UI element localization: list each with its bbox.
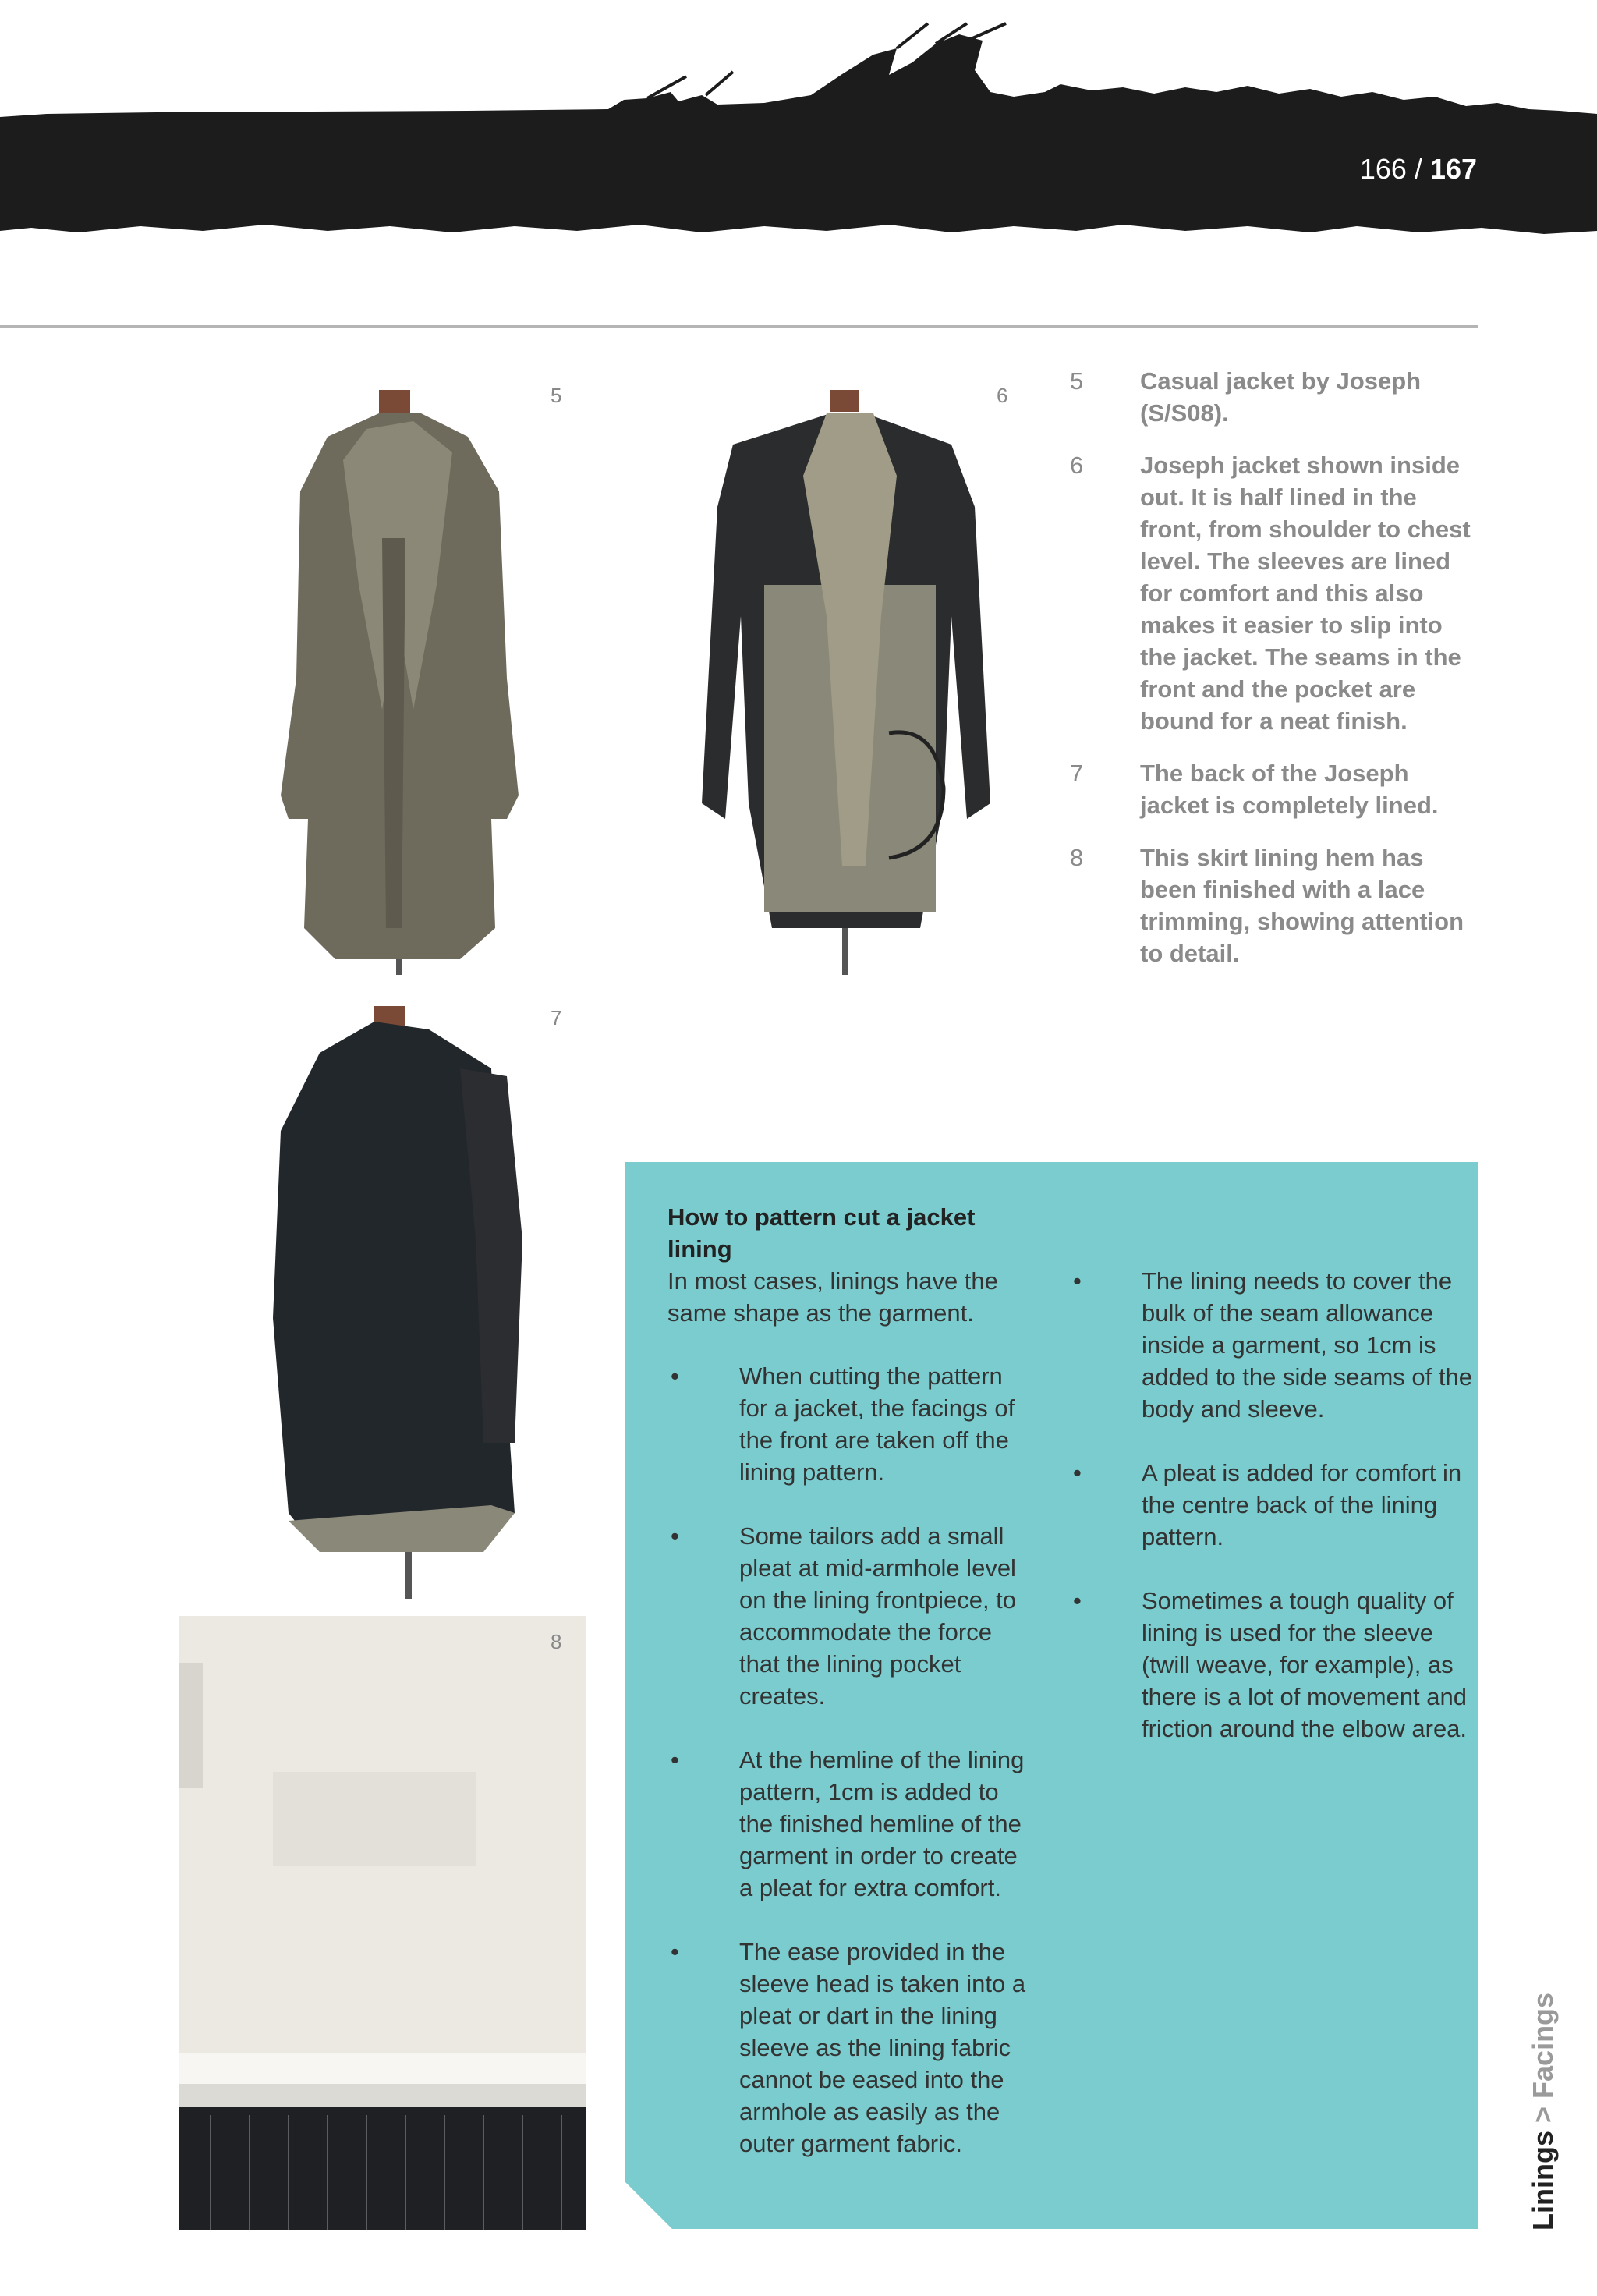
list-item (1070, 1265, 1475, 1425)
list-item (667, 1744, 1026, 1904)
figure-number: 8 (551, 1630, 562, 1653)
bullet: • (671, 1938, 679, 1965)
panel-title: How to pattern cut a jacket lining (667, 1203, 976, 1263)
caption-text: This skirt lining hem has been finished with a lace trimming, showing attention to detail. (1140, 844, 1464, 967)
caption-number: 5 (1070, 367, 1084, 395)
page-number-separator: / (1406, 153, 1430, 185)
caption-text: Joseph jacket shown inside out. It is half lined in the front, from shoulder to chest level. The sleeves are lined for comfort and this also makes it easier to slip into the jacket. The seams in the front and the pocket are bound for a neat finish. (1140, 452, 1471, 735)
caption (1070, 757, 1483, 821)
list-item (1070, 1585, 1475, 1745)
photo-casual-jacket-front (226, 382, 569, 975)
caption (1070, 449, 1483, 737)
page-number-left: 166 (1359, 153, 1407, 185)
bullet: • (1073, 1587, 1082, 1614)
caption-number: 6 (1070, 452, 1084, 479)
list-item (667, 1936, 1026, 2160)
caption (1070, 842, 1483, 969)
figure-captions (1070, 365, 1483, 990)
caption-text: Casual jacket by Joseph (S/S08). (1140, 367, 1422, 427)
bullet: • (671, 1362, 679, 1390)
list-item-text: A pleat is added for comfort in the centre back of the lining pattern. (1142, 1459, 1462, 1550)
page-number (1360, 153, 1477, 186)
section-breadcrumb (1527, 1993, 1560, 2230)
caption (1070, 365, 1483, 429)
photo-jacket-back-lined (257, 1006, 554, 1599)
list-item (667, 1360, 1026, 1488)
figure-number: 6 (997, 384, 1008, 407)
list-item-text: Sometimes a tough quality of lining is used for the sleeve (twill weave, for example), as there is a lot of movement and friction around the elbow area. (1142, 1587, 1468, 1742)
list-item-text: When cutting the pattern for a jacket, the facings of the front are taken off the lining pattern. (739, 1362, 1015, 1486)
section-current: Linings (1527, 2131, 1559, 2230)
section-next: Facings (1527, 1992, 1559, 2099)
photo-skirt-lining-lace-hem (179, 1616, 586, 2230)
list-item-text: The lining needs to cover the bulk of the seam allowance inside a garment, so 1cm is added to the side seams of the body and sleeve. (1142, 1267, 1472, 1423)
list-item (1070, 1457, 1475, 1553)
figure-number: 7 (551, 1006, 562, 1029)
bullet: • (1073, 1267, 1082, 1295)
list-item-text: Some tailors add a small pleat at mid-armhole level on the lining frontpiece, to accommodate the force that the lining pocket creates. (739, 1522, 1017, 1710)
panel-right-column (1070, 1265, 1475, 1777)
bullet: • (1073, 1459, 1082, 1486)
caption-number: 7 (1070, 760, 1084, 787)
caption-text: The back of the Joseph jacket is completely lined. (1140, 760, 1439, 819)
caption-number: 8 (1070, 844, 1084, 871)
bullet: • (671, 1746, 679, 1773)
panel-left-column (667, 1360, 1026, 2191)
panel-intro: In most cases, linings have the same shape as the garment. (667, 1267, 998, 1327)
list-item-text: The ease provided in the sleeve head is taken into a pleat or dart in the lining sleeve as the lining fabric cannot be eased into the armhole as easily as the outer garment fabric. (739, 1938, 1026, 2157)
list-item-text: At the hemline of the lining pattern, 1cm is added to the finished hemline of the garment in order to create a pleat for extra comfort. (739, 1746, 1025, 1901)
page-number-right: 167 (1429, 153, 1477, 185)
list-item (667, 1520, 1026, 1712)
bullet: • (671, 1522, 679, 1550)
photo-jacket-inside-out (686, 382, 1006, 975)
figure-number: 5 (551, 384, 562, 407)
top-rule (0, 325, 1478, 328)
header-brush-band (0, 0, 1597, 250)
section-separator: > (1527, 2098, 1559, 2131)
